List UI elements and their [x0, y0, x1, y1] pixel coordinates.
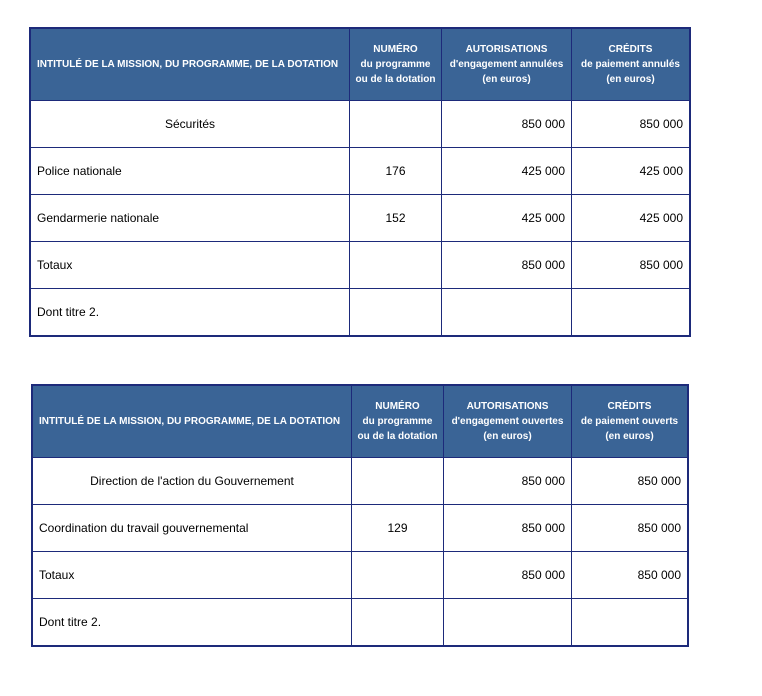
row-credits: 850 000: [572, 458, 688, 505]
row-label: Dont titre 2.: [31, 289, 350, 336]
row-label: Police nationale: [31, 148, 350, 195]
header-line: (en euros): [482, 74, 531, 85]
header-line: CRÉDITS: [607, 401, 652, 412]
row-numero: [350, 289, 442, 336]
row-label: Totaux: [33, 552, 352, 599]
table-header-row: [31, 29, 690, 101]
row-label: Sécurités: [31, 101, 350, 148]
row-label: Direction de l'action du Gouvernement: [33, 458, 352, 505]
row-credits: 425 000: [572, 195, 690, 242]
header-line: de paiement annulés: [581, 59, 680, 70]
row-autorisations: 850 000: [442, 101, 572, 148]
header-line: du programme: [362, 416, 433, 427]
header-intitule: INTITULÉ DE LA MISSION, DU PROGRAMME, DE LA DOTATION: [33, 386, 352, 458]
header-line: de paiement ouverts: [580, 416, 679, 427]
header-numero: [352, 386, 444, 458]
row-label: Gendarmerie nationale: [31, 195, 350, 242]
header-line: NUMÉRO: [373, 44, 418, 55]
row-autorisations: 425 000: [442, 148, 572, 195]
table-row: [33, 552, 688, 599]
header-intitule: INTITULÉ DE LA MISSION, DU PROGRAMME, DE LA DOTATION: [31, 29, 350, 101]
row-label: Coordination du travail gouvernemental: [33, 505, 352, 552]
row-numero: [352, 458, 444, 505]
credits-annules-table: [30, 28, 690, 336]
header-line: ou de la dotation: [357, 431, 438, 442]
header-line: (en euros): [606, 74, 655, 85]
header-line: d'engagement ouvertes: [451, 416, 564, 427]
row-autorisations: 850 000: [444, 458, 572, 505]
row-autorisations: 850 000: [444, 552, 572, 599]
header-line: AUTORISATIONS: [466, 401, 549, 412]
table-row: [31, 101, 690, 148]
header-line: (en euros): [605, 431, 654, 442]
row-autorisations: 425 000: [442, 195, 572, 242]
row-credits: [572, 599, 688, 646]
row-label: Totaux: [31, 242, 350, 289]
table-row: [31, 242, 690, 289]
header-line: NUMÉRO: [375, 401, 420, 412]
header-numero: [350, 29, 442, 101]
header-credits: [572, 29, 690, 101]
row-numero: [350, 242, 442, 289]
row-numero: 176: [350, 148, 442, 195]
row-credits: 425 000: [572, 148, 690, 195]
header-line: CRÉDITS: [608, 44, 653, 55]
row-autorisations: [442, 289, 572, 336]
header-line: (en euros): [483, 431, 532, 442]
table-row: [33, 505, 688, 552]
row-numero: [350, 101, 442, 148]
row-label: Dont titre 2.: [33, 599, 352, 646]
row-credits: [572, 289, 690, 336]
row-credits: 850 000: [572, 552, 688, 599]
row-autorisations: 850 000: [442, 242, 572, 289]
header-credits: [572, 386, 688, 458]
row-credits: 850 000: [572, 101, 690, 148]
credits-ouverts-table: [32, 385, 688, 646]
table-header-row: [33, 386, 688, 458]
row-numero: 152: [350, 195, 442, 242]
row-numero: [352, 599, 444, 646]
table-row: [31, 148, 690, 195]
table-row: [31, 195, 690, 242]
row-numero: 129: [352, 505, 444, 552]
table-row: [31, 289, 690, 336]
header-line: AUTORISATIONS: [465, 44, 548, 55]
header-autorisations: [442, 29, 572, 101]
header-autorisations: [444, 386, 572, 458]
row-credits: 850 000: [572, 505, 688, 552]
row-autorisations: [444, 599, 572, 646]
table-row: [33, 599, 688, 646]
header-line: du programme: [360, 59, 431, 70]
table-row: [33, 458, 688, 505]
header-line: ou de la dotation: [355, 74, 436, 85]
row-credits: 850 000: [572, 242, 690, 289]
row-autorisations: 850 000: [444, 505, 572, 552]
header-line: d'engagement annulées: [449, 59, 564, 70]
row-numero: [352, 552, 444, 599]
